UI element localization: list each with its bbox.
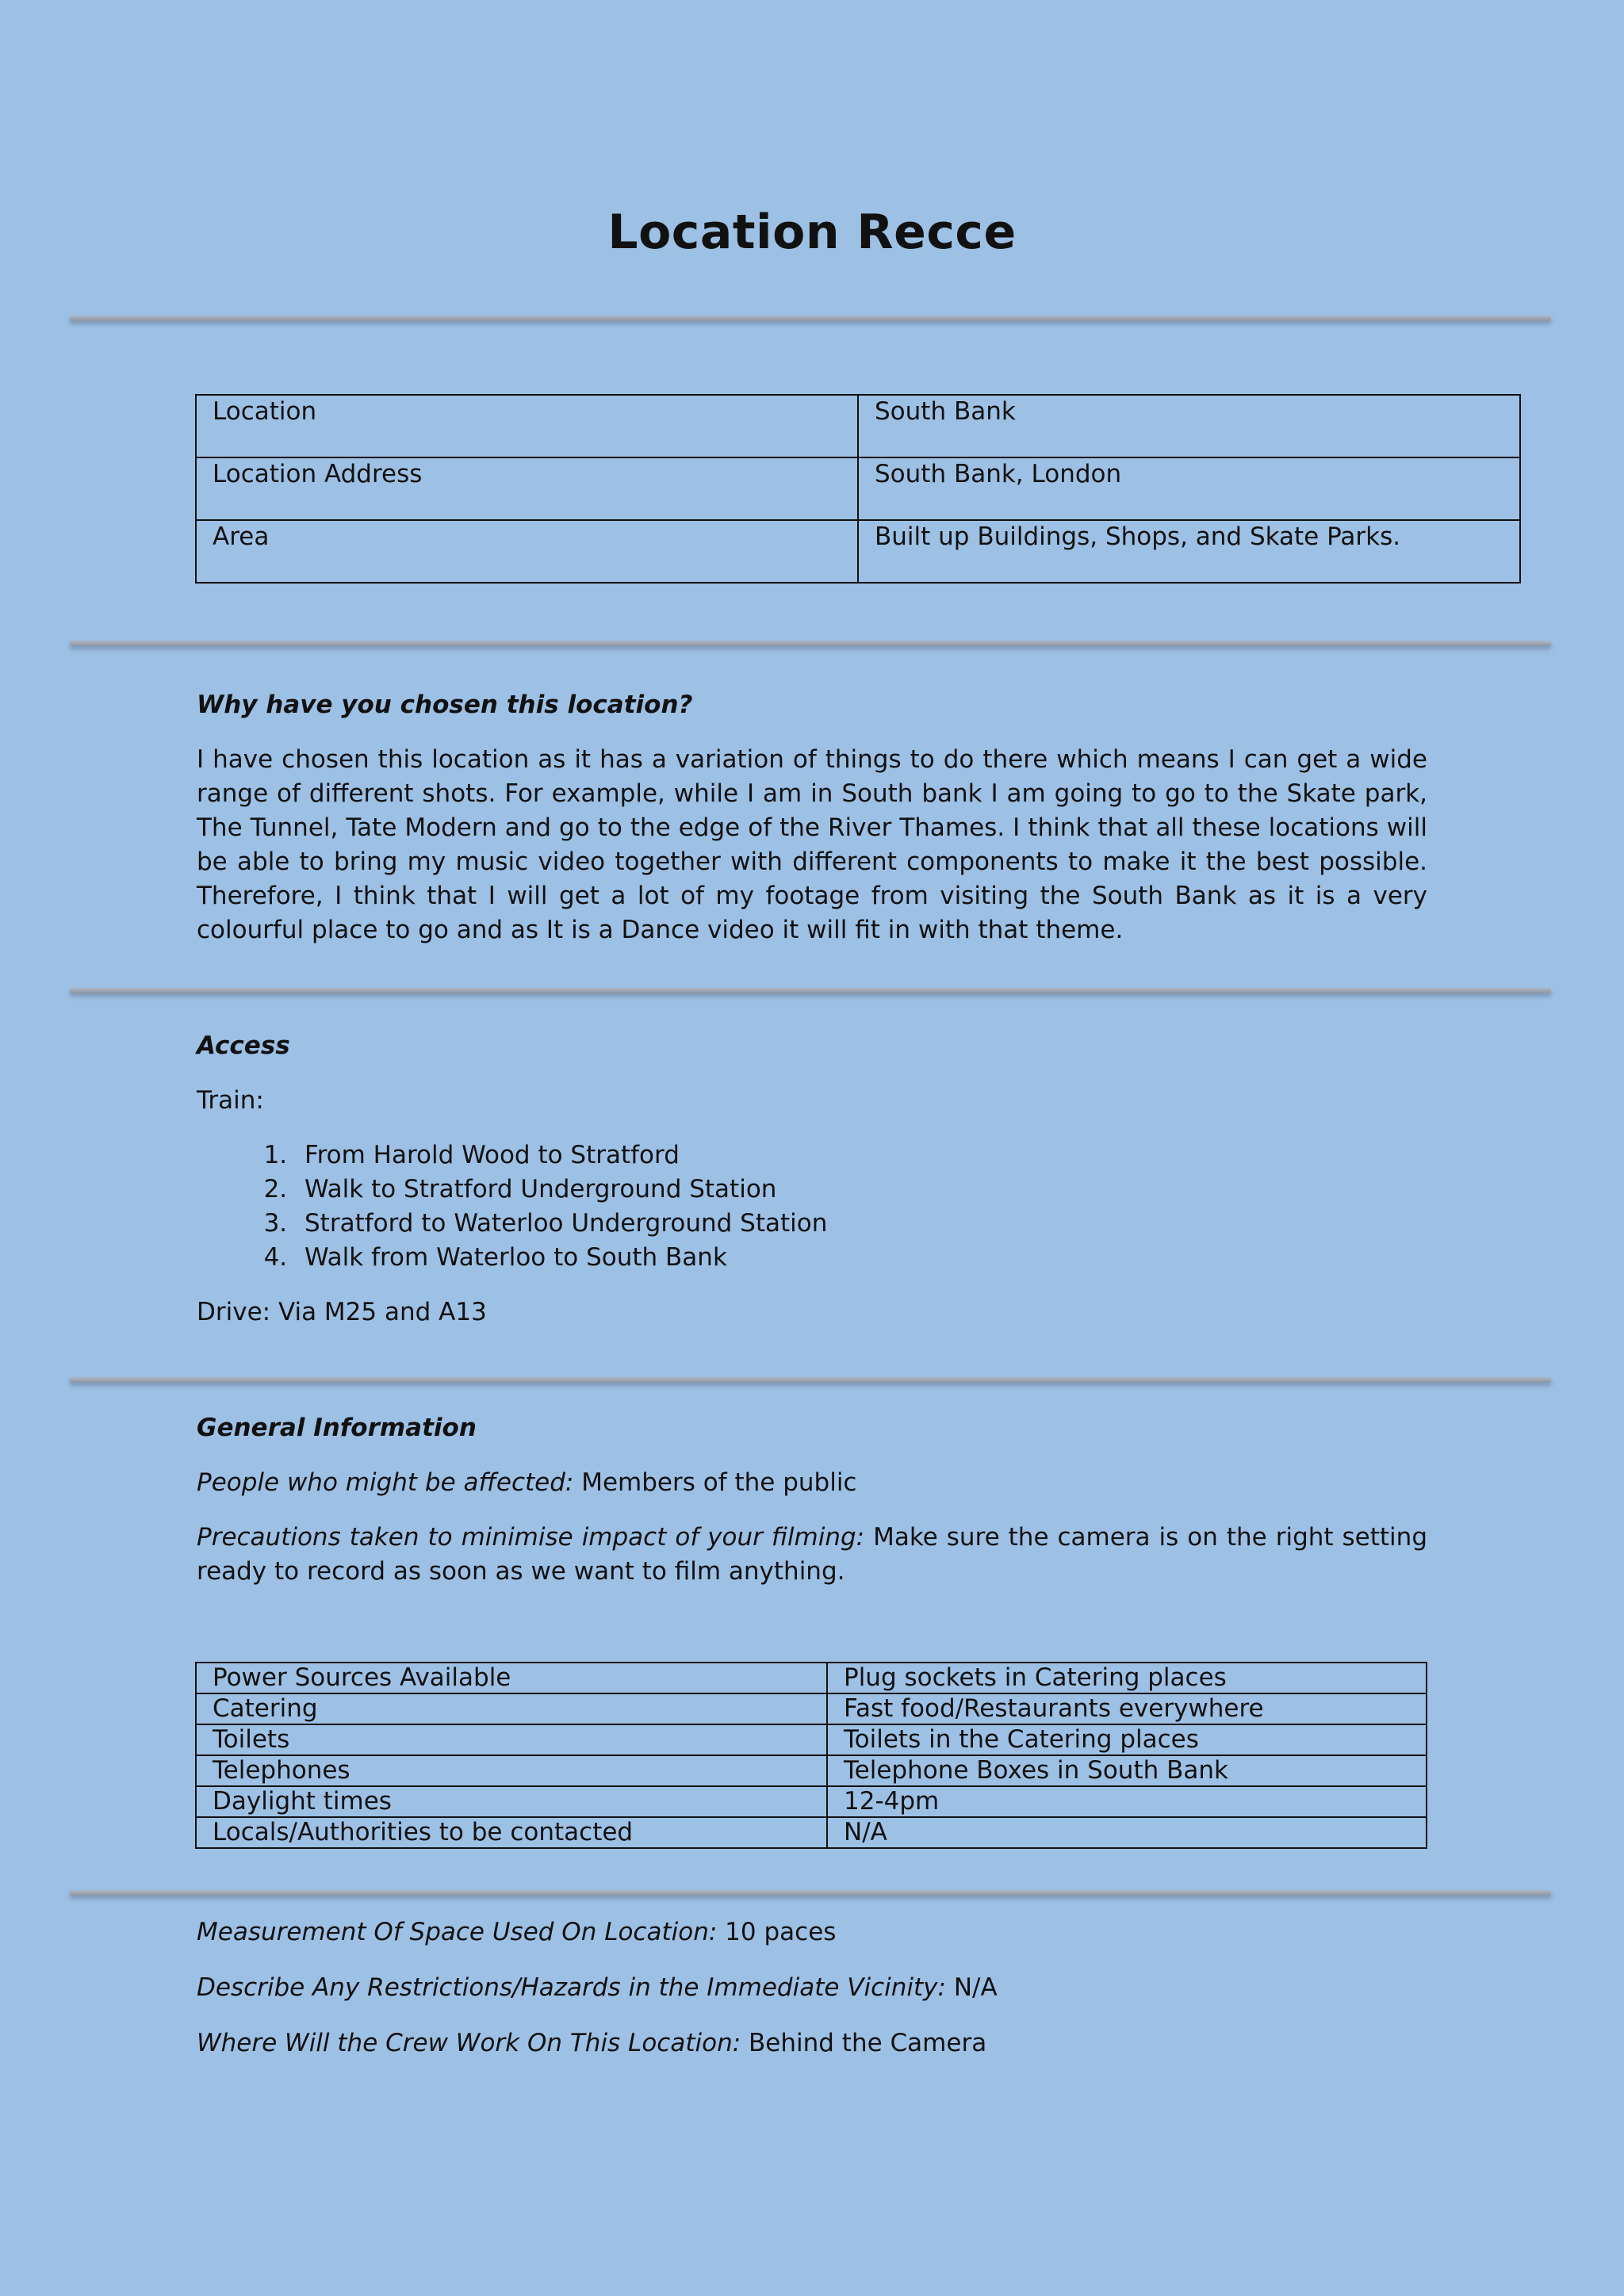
list-item: 3. Stratford to Waterloo Underground Station xyxy=(295,1207,1427,1241)
table-row xyxy=(196,1724,1427,1755)
table-cell-value: South Bank, London xyxy=(858,457,1520,520)
crew-value: Behind the Camera xyxy=(749,2029,987,2057)
table-cell-value: 12-4pm xyxy=(827,1786,1427,1817)
table-row xyxy=(196,1663,1427,1693)
divider xyxy=(70,1377,1551,1383)
measurement-value: 10 paces xyxy=(725,1918,837,1946)
table-row xyxy=(196,1817,1427,1848)
section-heading: Access xyxy=(197,1031,290,1060)
table-cell-value: Plug sockets in Catering places xyxy=(827,1663,1427,1693)
affected-label: People who might be affected: xyxy=(197,1468,574,1497)
drive-text: Drive: Via M25 and A13 xyxy=(197,1298,487,1326)
crew-label: Where Will the Crew Work On This Location: xyxy=(197,2029,741,2057)
measurement-line xyxy=(197,1915,1427,1950)
table-cell-label: Location xyxy=(196,395,858,457)
table-cell-label: Location Address xyxy=(196,457,858,520)
table-cell-value: Built up Buildings, Shops, and Skate Parks. xyxy=(858,520,1520,583)
table-cell-value: Toilets in the Catering places xyxy=(827,1724,1427,1755)
table-row xyxy=(196,1755,1427,1786)
precautions-label: Precautions taken to minimise impact of your filming: xyxy=(197,1523,865,1552)
table-cell-label: Locals/Authorities to be contacted xyxy=(196,1817,827,1848)
affected-line xyxy=(197,1466,1427,1500)
table-row xyxy=(196,1693,1427,1724)
table-cell-label: Daylight times xyxy=(196,1786,827,1817)
table-cell-value: South Bank xyxy=(858,395,1520,457)
affected-value: Members of the public xyxy=(581,1468,857,1497)
table-cell-value: Telephone Boxes in South Bank xyxy=(827,1755,1427,1786)
list-item: 1. From Harold Wood to Stratford xyxy=(295,1138,1427,1173)
table-row xyxy=(196,1786,1427,1817)
table-cell-label: Telephones xyxy=(196,1755,827,1786)
divider xyxy=(70,988,1551,993)
restrictions-label: Describe Any Restrictions/Hazards in the Immediate Vicinity: xyxy=(197,1973,946,2002)
precautions-line xyxy=(197,1521,1427,1589)
location-table xyxy=(195,394,1521,584)
access-section xyxy=(197,1029,1427,1330)
restrictions-value: N/A xyxy=(953,1973,998,2002)
table-row xyxy=(196,395,1520,457)
general-section xyxy=(197,1411,1427,1589)
table-cell-label: Toilets xyxy=(196,1724,827,1755)
page-title: Location Recce xyxy=(607,205,1017,260)
section-heading: Why have you chosen this location? xyxy=(197,691,693,719)
facilities-table xyxy=(195,1662,1427,1849)
divider xyxy=(70,641,1551,646)
train-label: Train: xyxy=(197,1086,264,1115)
table-cell-value: N/A xyxy=(827,1817,1427,1848)
table-cell-value: Fast food/Restaurants everywhere xyxy=(827,1693,1427,1724)
table-cell-label: Area xyxy=(196,520,858,583)
list-item: 4. Walk from Waterloo to South Bank xyxy=(295,1241,1427,1275)
list-item: 2. Walk to Stratford Underground Station xyxy=(295,1173,1427,1207)
why-paragraph: I have chosen this location as it has a variation of things to do there which means I can get a wide range of different shots. For example, while I am in South bank I am going to go to the Skate park, The Tunnel, Tate Modern and go to the edge of the River Thames. I think that all these locations will be able to bring my music video together with different components to make it the best possible. Therefore, I think that I will get a lot of my footage from visiting the South Bank as it is a very colourful place to go and as It is a Dance video it will fit in with that theme. xyxy=(197,745,1427,944)
section-heading: General Information xyxy=(197,1414,477,1442)
crew-line xyxy=(197,2026,1427,2061)
why-section xyxy=(197,688,1427,947)
divider xyxy=(70,316,1551,321)
divider xyxy=(70,1890,1551,1896)
table-cell-label: Power Sources Available xyxy=(196,1663,827,1693)
restrictions-line xyxy=(197,1971,1427,2005)
measurement-label: Measurement Of Space Used On Location: xyxy=(197,1918,718,1946)
details-section xyxy=(197,1915,1427,2061)
train-steps-list xyxy=(197,1138,1427,1275)
precautions-value: Make sure the camera is on the right setting ready to record as soon as we want to film anything. xyxy=(197,1523,1427,1586)
table-row xyxy=(196,457,1520,520)
table-cell-label: Catering xyxy=(196,1693,827,1724)
table-row xyxy=(196,520,1520,583)
